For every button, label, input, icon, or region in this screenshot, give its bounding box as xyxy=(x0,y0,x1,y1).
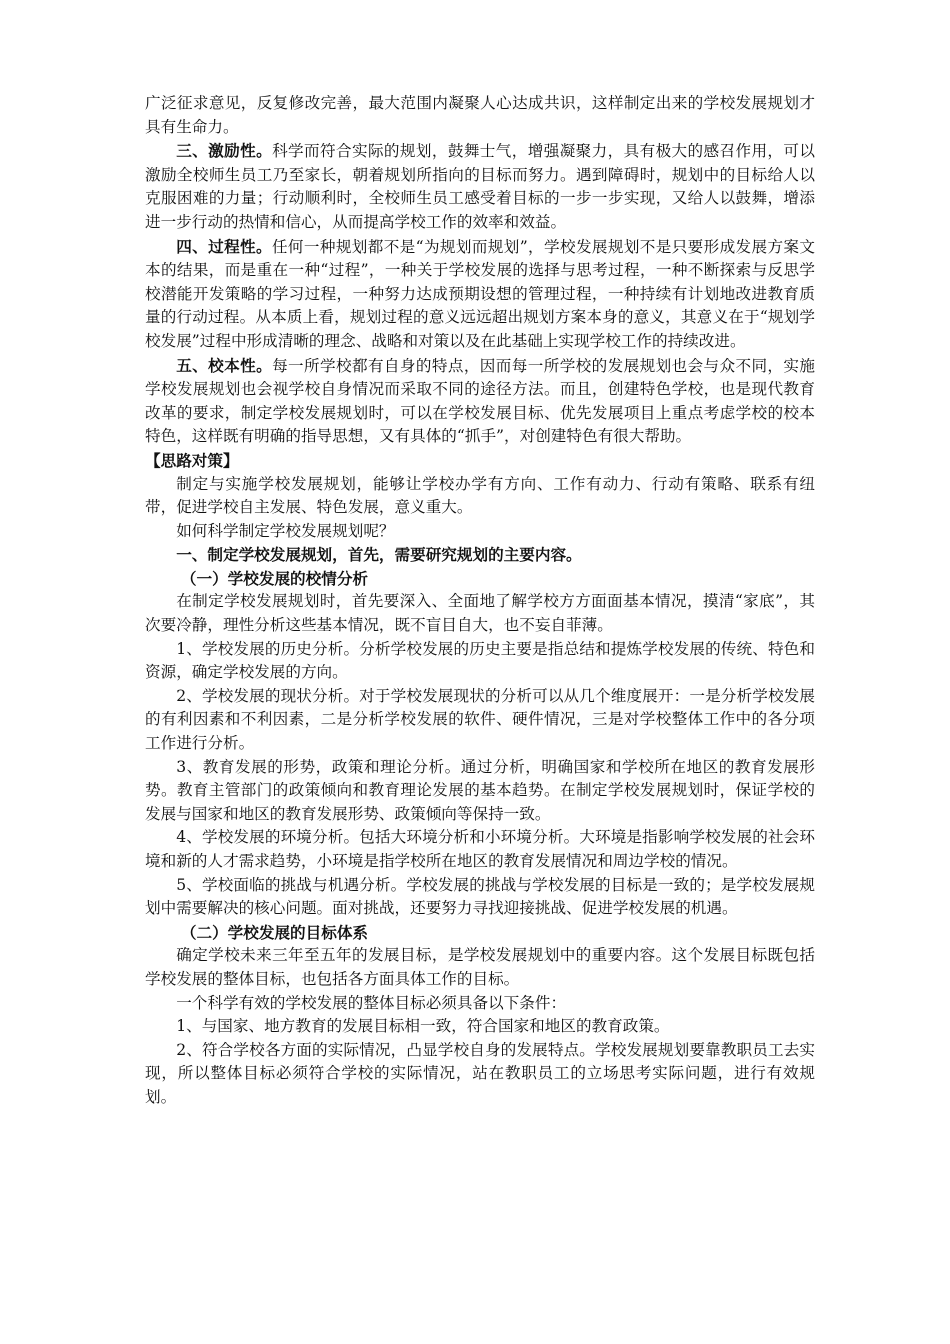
paragraph-process xyxy=(145,235,815,354)
heading-process: 四、过程性。 xyxy=(176,236,272,256)
heading-school-based: 五、校本性。 xyxy=(176,355,273,375)
paragraph-situation-intro: 在制定学校发展规划时，首先要深入、全面地了解学校方方面面基本情况，摸清“家底”，其次要冷静，理性分析这些基本情况，既不盲目自大，也不妄自菲薄。 xyxy=(145,592,815,635)
document-page xyxy=(145,92,815,1110)
list-item-challenges: 5、学校面临的挑战与机遇分析。学校发展的挑战与学校发展的目标是一致的；是学校发展规划中需要解决的核心问题。面对挑战，还要努力寻找迎接挑战、促进学校发展的机遇。 xyxy=(145,875,815,918)
list-item-status: 2、学校发展的现状分析。对于学校发展现状的分析可以从几个维度展开：一是分析学校发展的有利因素和不利因素，二是分析学校发展的软件、硬件情况，三是对学校整体工作中的各分项工作进行分析。 xyxy=(145,686,815,753)
subheading-goal-system: （二）学校发展的目标体系 xyxy=(180,922,369,942)
heading-main-content: 一、制定学校发展规划，首先，需要研究规划的主要内容。 xyxy=(176,545,582,565)
list-item-condition-1: 1、与国家、地方教育的发展目标相一致，符合国家和地区的教育政策。 xyxy=(176,1017,670,1036)
paragraph-continuation: 广泛征求意见，反复修改完善，最大范围内凝聚人心达成共识，这样制定出来的学校发展规划才具有生命力。 xyxy=(145,94,815,136)
list-item-condition-2: 2、符合学校各方面的实际情况，凸显学校自身的发展特点。学校发展规划要靠教职员工去实现，所以整体目标必须符合学校的实际情况，站在教职员工的立场思考实际问题，进行有效规划。 xyxy=(145,1040,815,1106)
list-item-policy: 3、教育发展的形势，政策和理论分析。通过分析，明确国家和学校所在地区的教育发展形势。教育主管部门的政策倾向和教育理论发展的基本趋势。在制定学校发展规划时，保证学校的发展与国家和地区的教育发展形势、政策倾向等保持一致。 xyxy=(145,757,815,823)
subheading-situation-analysis: （一）学校发展的校情分析 xyxy=(180,568,369,588)
section-title: 【思路对策】 xyxy=(145,450,239,470)
paragraph-motivation xyxy=(145,139,815,234)
text-school-based: 每一所学校都有自身的特点，因而每一所学校的发展规划也会与众不同，实施学校发展规划也会视学校自身情况而采取不同的途径方法。而且，创建特色学校，也是现代教育改革的要求，制定学校发展规划时，可以在学校发展目标、优先发展项目上重点考虑学校的校本特色，这样既有明确的指导思想，又有具体的“抓手”，对创建特色有很大帮助。 xyxy=(145,356,815,446)
paragraph-goal-conditions: 一个科学有效的学校发展的整体目标必须具备以下条件： xyxy=(176,993,567,1012)
list-item-history: 1、学校发展的历史分析。分析学校发展的历史主要是指总结和提炼学校发展的传统、特色和资源，确定学校发展的方向。 xyxy=(145,639,815,682)
heading-motivation: 三、激励性。 xyxy=(176,141,273,161)
paragraph-intro: 制定与实施学校发展规划，能够让学校办学有方向、工作有动力、行动有策略、联系有纽带，促进学校自主发展、特色发展，意义重大。 xyxy=(145,474,815,517)
paragraph-goal-intro: 确定学校未来三年至五年的发展目标，是学校发展规划中的重要内容。这个发展目标既包括学校发展的整体目标，也包括各方面具体工作的目标。 xyxy=(145,946,815,988)
list-item-environment: 4、学校发展的环境分析。包括大环境分析和小环境分析。大环境是指影响学校发展的社会环境和新的人才需求趋势，小环境是指学校所在地区的教育发展情况和周边学校的情况。 xyxy=(145,828,815,870)
text-process: 任何一种规划都不是“为规划而规划”，学校发展规划不是只要形成发展方案文本的结果，而是重在一种“过程”，一种关于学校发展的选择与思考过程，一种不断探索与反思学校潜能开发策略的学习过程，一种努力达成预期设想的管理过程，一种持续有计划地改进教育质量的行动过程。从本质上看，规划过程的意义远远超出规划方案本身的意义，其意义在于“规划学校发展”过程中形成清晰的理念、战略和对策以及在此基础上实现学校工作的持续改进。 xyxy=(145,237,815,350)
paragraph-question: 如何科学制定学校发展规划呢？ xyxy=(176,521,395,540)
text-motivation: 科学而符合实际的规划，鼓舞士气，增强凝聚力，具有极大的感召作用，可以激励全校师生员工乃至家长，朝着规划所指向的目标而努力。遇到障碍时，规划中的目标给人以克服困难的力量；行动顺利时，全校师生员工感受着目标的一步一步实现，又给人以鼓舞，增添进一步行动的热情和信心，从而提高学校工作的效率和效益。 xyxy=(145,142,815,231)
paragraph-school-based xyxy=(145,354,815,449)
